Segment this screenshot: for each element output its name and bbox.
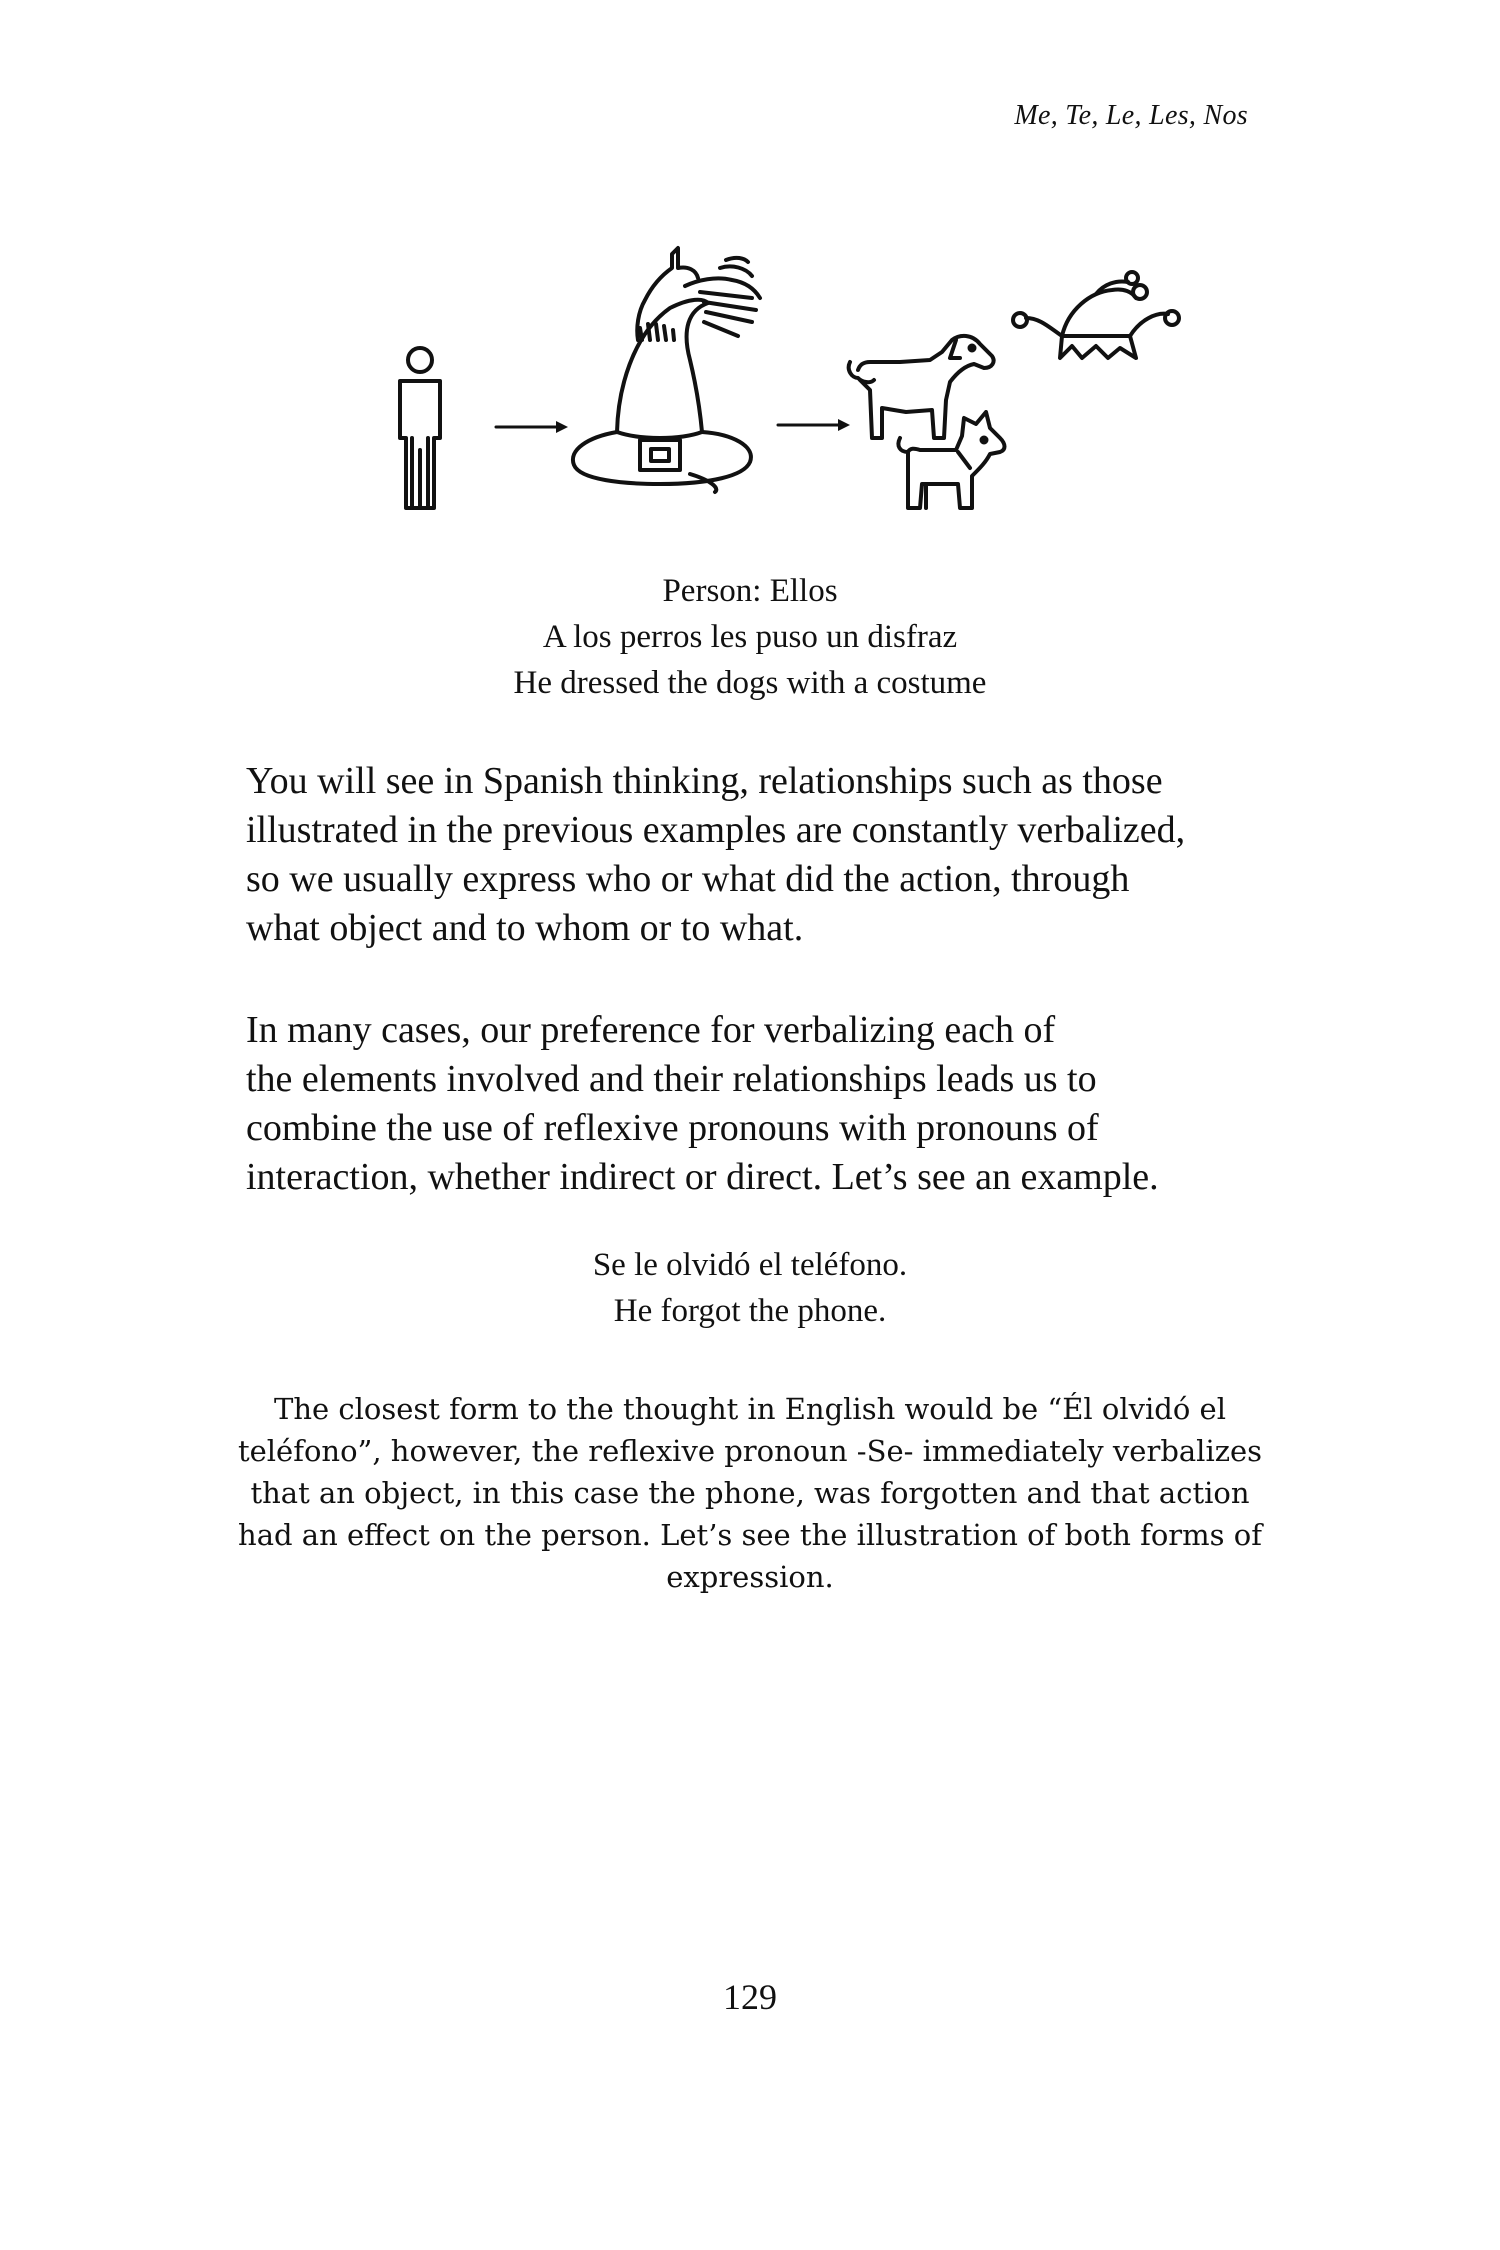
paragraph-line: illustrated in the previous examples are constantly verbalized, xyxy=(246,809,1186,851)
person-icon xyxy=(400,348,440,508)
caption-english: He dressed the dogs with a costume xyxy=(513,665,987,701)
explanation-line: expression. xyxy=(666,1560,834,1594)
example-sentence xyxy=(0,1242,1500,1334)
body-paragraph-1 xyxy=(246,757,1246,953)
explanation-line: teléfono”, however, the reflexive pronoun -Se- immediately verbalizes xyxy=(237,1434,1263,1468)
explanation-paragraph xyxy=(0,1388,1500,1598)
explanation-line: The closest form to the thought in English would be “Él olvidó el xyxy=(273,1392,1226,1426)
small-dog-icon xyxy=(898,412,1004,508)
paragraph-line: what object and to whom or to what. xyxy=(246,907,804,949)
running-header: Me, Te, Le, Les, Nos xyxy=(1014,100,1248,131)
paragraph-line: combine the use of reflexive pronouns with pronouns of xyxy=(246,1107,1099,1149)
explanation-line: that an object, in this case the phone, was forgotten and that action xyxy=(250,1476,1250,1510)
arrow-icon xyxy=(778,419,850,431)
jester-hat-icon xyxy=(1013,272,1179,358)
paragraph-line: interaction, whether indirect or direct. Let’s see an example. xyxy=(246,1156,1159,1198)
example-english: He forgot the phone. xyxy=(613,1293,887,1329)
paragraph-line: the elements involved and their relationships leads us to xyxy=(246,1058,1097,1100)
paragraph-line: so we usually express who or what did the action, through xyxy=(246,858,1130,900)
illustration xyxy=(360,240,1200,530)
body-paragraph-2 xyxy=(246,1006,1246,1202)
explanation-line: had an effect on the person. Let’s see the illustration of both forms of xyxy=(238,1518,1262,1552)
paragraph-line: In many cases, our preference for verbalizing each of xyxy=(246,1009,1056,1051)
example-spanish: Se le olvidó el teléfono. xyxy=(592,1247,908,1283)
hands-icon xyxy=(637,248,760,340)
illustration-caption xyxy=(0,568,1500,706)
caption-spanish: A los perros les puso un disfraz xyxy=(542,619,958,655)
page-number: 129 xyxy=(723,1977,777,2017)
arrow-icon xyxy=(496,421,568,433)
caption-person: Person: Ellos xyxy=(662,573,838,609)
paragraph-line: You will see in Spanish thinking, relationships such as those xyxy=(246,760,1163,802)
